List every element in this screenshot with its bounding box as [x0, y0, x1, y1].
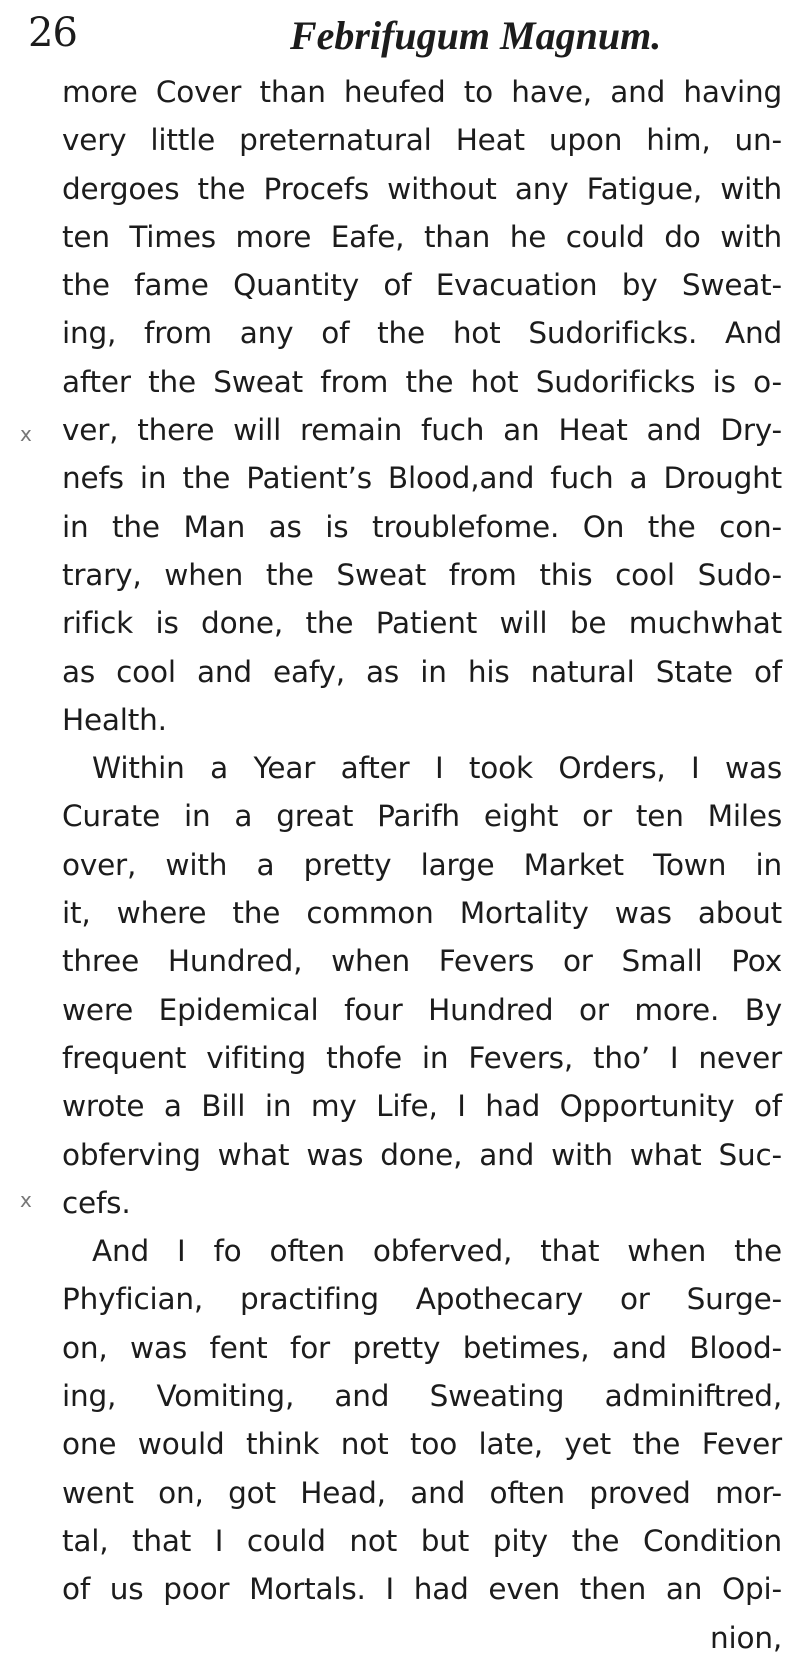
text-line: Health. — [62, 702, 167, 737]
text-line: Within a Year after I took Orders, I was — [92, 751, 782, 786]
text-line: on, was fent for pretty betimes, and Blood- — [62, 1330, 782, 1365]
text-line: Curate in a great Parifh eight or ten Miles — [62, 799, 782, 834]
text-line: after the Sweat from the hot Sudorificks is o- — [62, 364, 782, 399]
text-line: ver, there will remain fuch an Heat and Dry- — [62, 413, 782, 448]
text-line: nefs in the Patient’s Blood,and fuch a Drought — [62, 461, 782, 496]
text-line: in the Man as is troublefome. On the con- — [62, 509, 782, 544]
margin-mark: x — [20, 1188, 32, 1212]
text-line: obferving what was done, and with what Suc- — [62, 1137, 782, 1172]
text-line: cefs. — [62, 1185, 131, 1220]
text-line: as cool and eafy, as in his natural State of — [62, 654, 782, 689]
text-line: three Hundred, when Fevers or Small Pox — [62, 944, 782, 979]
text-line: And I fo often obferved, that when the — [92, 1234, 782, 1269]
margin-mark: x — [20, 422, 32, 446]
running-title: Febrifugum Magnum. — [290, 13, 662, 58]
text-line: nion, — [709, 1620, 782, 1655]
text-line: over, with a pretty large Market Town in — [62, 847, 782, 882]
text-line: tal, that I could not but pity the Condition — [62, 1523, 782, 1558]
text-line: very little preternatural Heat upon him, un- — [62, 123, 782, 158]
text-line: ten Times more Eafe, than he could do with — [62, 219, 782, 254]
text-line: of us poor Mortals. I had even then an Opi- — [62, 1572, 782, 1607]
text-line: rifick is done, the Patient will be muchwhat — [62, 606, 782, 641]
text-line: trary, when the Sweat from this cool Sudo- — [62, 557, 782, 592]
text-line: frequent vifiting thofe in Fevers, tho’ I never — [62, 1040, 782, 1075]
body-text — [62, 68, 782, 1662]
text-line: one would think not too late, yet the Fever — [62, 1427, 782, 1462]
text-line: Phyfician, practifing Apothecary or Surge- — [62, 1282, 782, 1317]
text-line: went on, got Head, and often proved mor- — [62, 1475, 782, 1510]
text-line: ing, Vomiting, and Sweating adminiftred, — [62, 1379, 782, 1414]
text-line: ing, from any of the hot Sudorificks. And — [62, 316, 782, 351]
text-line: wrote a Bill in my Life, I had Opportunity of — [62, 1089, 782, 1124]
text-line: it, where the common Mortality was about — [62, 896, 782, 931]
text-line: dergoes the Procefs without any Fatigue, with — [62, 171, 782, 206]
text-line: more Cover than heufed to have, and having — [62, 75, 782, 109]
text-line: the fame Quantity of Evacuation by Sweat- — [62, 268, 782, 303]
text-line: were Epidemical four Hundred or more. By — [62, 992, 782, 1027]
page-number: 26 — [28, 10, 77, 56]
